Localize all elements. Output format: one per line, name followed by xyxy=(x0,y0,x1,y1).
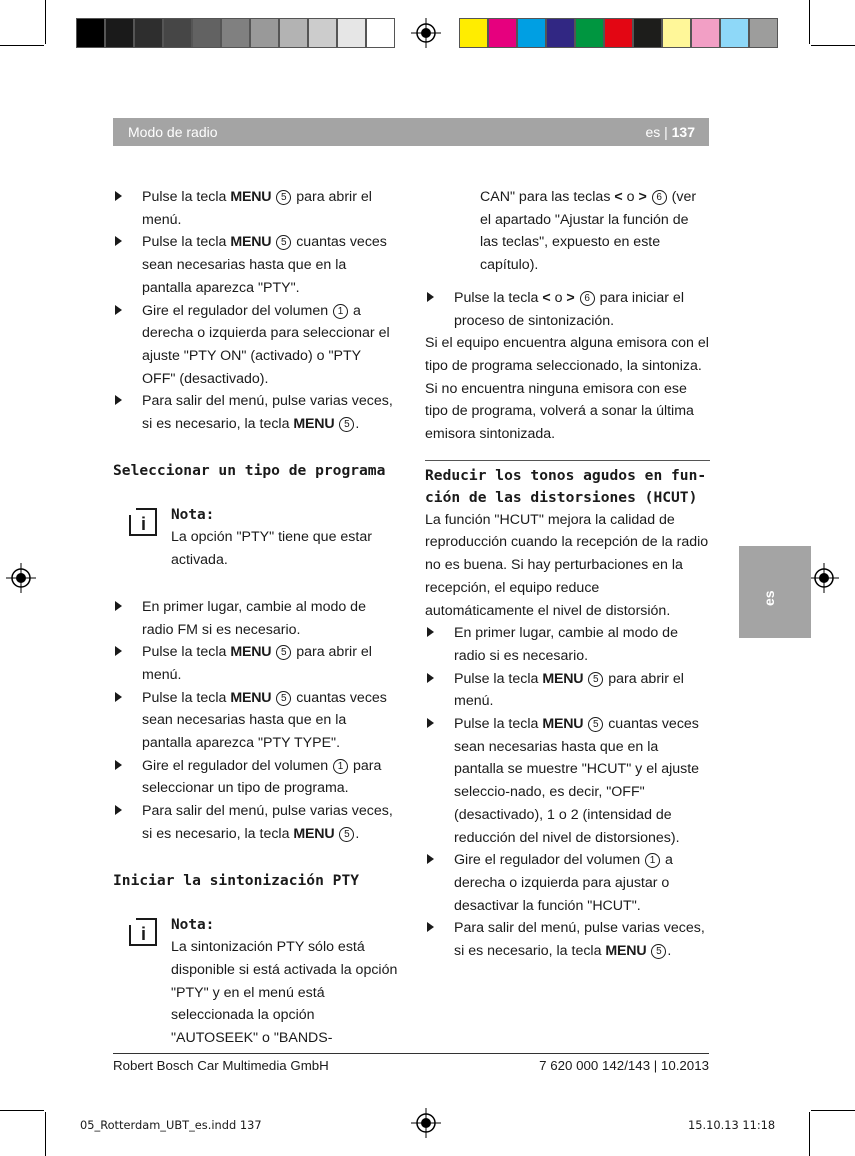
section-heading: Reducir los tonos agudos en fun-ción de las distorsiones (HCUT) xyxy=(425,466,707,506)
list-item: Para salir del menú, pulse varias veces, si es necesario, la tecla MENU 5 . xyxy=(113,800,398,845)
gray-swatch xyxy=(192,18,221,48)
gray-swatch xyxy=(308,18,337,48)
bullet-arrow-icon xyxy=(115,805,122,815)
language-tab xyxy=(739,546,811,638)
gray-swatch xyxy=(76,18,105,48)
list-item: Pulse la tecla MENU 5 para abrir el menú. xyxy=(425,668,710,713)
control-number-badge: 5 xyxy=(276,645,291,660)
control-number-badge: 5 xyxy=(276,691,291,706)
section-heading: Seleccionar un tipo de programa xyxy=(113,461,386,479)
section-title: Modo de radio xyxy=(128,124,218,140)
paragraph: Si el equipo encuentra alguna emisora con el tipo de programa seleccionado, la sintoniza. Si no encuentra ninguna emisora con ese tipo de programa, volverá a sonar la última emisora sintonizada. xyxy=(425,335,709,443)
color-swatch xyxy=(488,18,517,48)
bullet-arrow-icon xyxy=(115,305,122,315)
footer-doc-number: 7 620 000 142/143 | 10.2013 xyxy=(539,1058,709,1073)
list-item: Gire el regulador del volumen 1 a derecha o izquierda para ajustar o desactivar la función "HCUT". xyxy=(425,849,710,917)
control-number-badge: 1 xyxy=(645,853,660,868)
crop-mark xyxy=(0,45,44,46)
control-number-badge: 1 xyxy=(333,304,348,319)
note-box xyxy=(113,914,398,1050)
bullet-arrow-icon xyxy=(427,718,434,728)
bullet-arrow-icon xyxy=(115,692,122,702)
list-item: Pulse la tecla < o > 6 para iniciar el proceso de sintonización. xyxy=(425,287,710,332)
list-item: Pulse la tecla MENU 5 cuantas veces sean necesarias hasta que en la pantalla aparezca "PTY TYPE". xyxy=(113,687,398,755)
color-swatch xyxy=(691,18,720,48)
control-number-badge: 5 xyxy=(276,190,291,205)
color-swatch xyxy=(459,18,488,48)
language-tab-label: es xyxy=(761,590,777,606)
registration-mark-icon xyxy=(809,563,839,593)
gray-swatch xyxy=(221,18,250,48)
color-swatch xyxy=(575,18,604,48)
note-text: La sintonización PTY sólo está disponible si está activada la opción "PTY" y en el menú está seleccionada la opción "AUTOSEEK" o "BANDS- xyxy=(171,939,398,1047)
section-heading: Iniciar la sintonización PTY xyxy=(113,871,360,889)
note-title: Nota: xyxy=(171,916,215,933)
bullet-arrow-icon xyxy=(427,673,434,683)
control-number-badge: 6 xyxy=(652,190,667,205)
bullet-arrow-icon xyxy=(427,292,434,302)
note-box xyxy=(113,504,398,572)
crop-mark xyxy=(811,45,855,46)
color-swatch xyxy=(517,18,546,48)
bullet-arrow-icon xyxy=(115,191,122,201)
paragraph: La función "HCUT" mejora la calidad de reproducción cuando la recepción de la radio no es buena. Si hay perturbaciones en la recepción, el equipo reduce automáticamente el nivel de distorsión. xyxy=(425,511,709,619)
list-item: Pulse la tecla MENU 5 cuantas veces sean necesarias hasta que en la pantalla aparezca "PTY". xyxy=(113,231,398,299)
color-swatch xyxy=(662,18,691,48)
gray-swatch xyxy=(250,18,279,48)
note-title: Nota: xyxy=(171,506,215,523)
control-number-badge: 5 xyxy=(588,672,603,687)
color-swatch xyxy=(633,18,662,48)
list-item: Gire el regulador del volumen 1 para seleccionar un tipo de programa. xyxy=(113,755,398,800)
list-item: Gire el regulador del volumen 1 a derecha o izquierda para seleccionar el ajuste "PTY ON" (activado) o "PTY OFF" (desactivado). xyxy=(113,300,398,391)
list-item: En primer lugar, cambie al modo de radio FM si es necesario. xyxy=(113,596,398,641)
color-swatch xyxy=(546,18,575,48)
list-item: En primer lugar, cambie al modo de radio si es necesario. xyxy=(425,622,710,667)
page-number: es | 137 xyxy=(645,124,695,140)
control-number-badge: 5 xyxy=(651,944,666,959)
color-swatch xyxy=(604,18,633,48)
list-item: Pulse la tecla MENU 5 para abrir el menú. xyxy=(113,186,398,231)
crop-mark xyxy=(45,1112,46,1156)
info-icon: i xyxy=(129,918,157,946)
registration-mark-icon xyxy=(411,1108,441,1138)
running-header xyxy=(113,118,709,146)
bullet-arrow-icon xyxy=(115,760,122,770)
crop-mark xyxy=(809,0,810,44)
section-divider xyxy=(425,460,710,461)
bullet-arrow-icon xyxy=(427,922,434,932)
gray-swatch xyxy=(279,18,308,48)
control-number-badge: 5 xyxy=(588,717,603,732)
left-column xyxy=(113,186,398,1050)
info-icon: i xyxy=(129,508,157,536)
bullet-arrow-icon xyxy=(115,646,122,656)
control-number-badge: 5 xyxy=(276,235,291,250)
gray-swatch xyxy=(163,18,192,48)
gray-swatch xyxy=(134,18,163,48)
list-item: Pulse la tecla MENU 5 para abrir el menú. xyxy=(113,641,398,686)
color-swatch xyxy=(720,18,749,48)
footer-company: Robert Bosch Car Multimedia GmbH xyxy=(113,1058,329,1073)
list-item: Para salir del menú, pulse varias veces, si es necesario, la tecla MENU 5 . xyxy=(113,390,398,435)
registration-mark-icon xyxy=(411,18,441,48)
crop-mark xyxy=(0,1110,44,1111)
bullet-arrow-icon xyxy=(427,627,434,637)
list-item: Pulse la tecla MENU 5 cuantas veces sean necesarias hasta que en la pantalla se muestre "HCUT" y el ajuste seleccio-nado, es decir, "OFF" (desactivado), 1 o 2 (intensidad de reducción del nivel de distorsiones). xyxy=(425,713,710,849)
footer-divider xyxy=(113,1053,709,1054)
control-number-badge: 5 xyxy=(339,417,354,432)
color-swatch xyxy=(749,18,778,48)
bullet-arrow-icon xyxy=(115,601,122,611)
list-item: Para salir del menú, pulse varias veces, si es necesario, la tecla MENU 5 . xyxy=(425,917,710,962)
control-number-badge: 1 xyxy=(333,759,348,774)
crop-mark xyxy=(811,1110,855,1111)
print-slug-date: 15.10.13 11:18 xyxy=(688,1118,776,1132)
gray-swatch xyxy=(337,18,366,48)
bullet-arrow-icon xyxy=(427,854,434,864)
bullet-arrow-icon xyxy=(115,395,122,405)
crop-mark xyxy=(45,0,46,44)
gray-swatch xyxy=(105,18,134,48)
gray-swatch xyxy=(366,18,395,48)
right-column xyxy=(425,186,710,963)
bullet-arrow-icon xyxy=(115,236,122,246)
control-number-badge: 6 xyxy=(580,291,595,306)
control-number-badge: 5 xyxy=(339,827,354,842)
crop-mark xyxy=(809,1112,810,1156)
continued-text: CAN" para las teclas < o > 6 (ver el apartado "Ajustar la función de las teclas", expuesto en este capítulo). xyxy=(480,189,697,274)
registration-mark-icon xyxy=(6,563,36,593)
print-slug-filename: 05_Rotterdam_UBT_es.indd 137 xyxy=(80,1118,262,1132)
note-text: La opción "PTY" tiene que estar activada. xyxy=(171,529,372,569)
